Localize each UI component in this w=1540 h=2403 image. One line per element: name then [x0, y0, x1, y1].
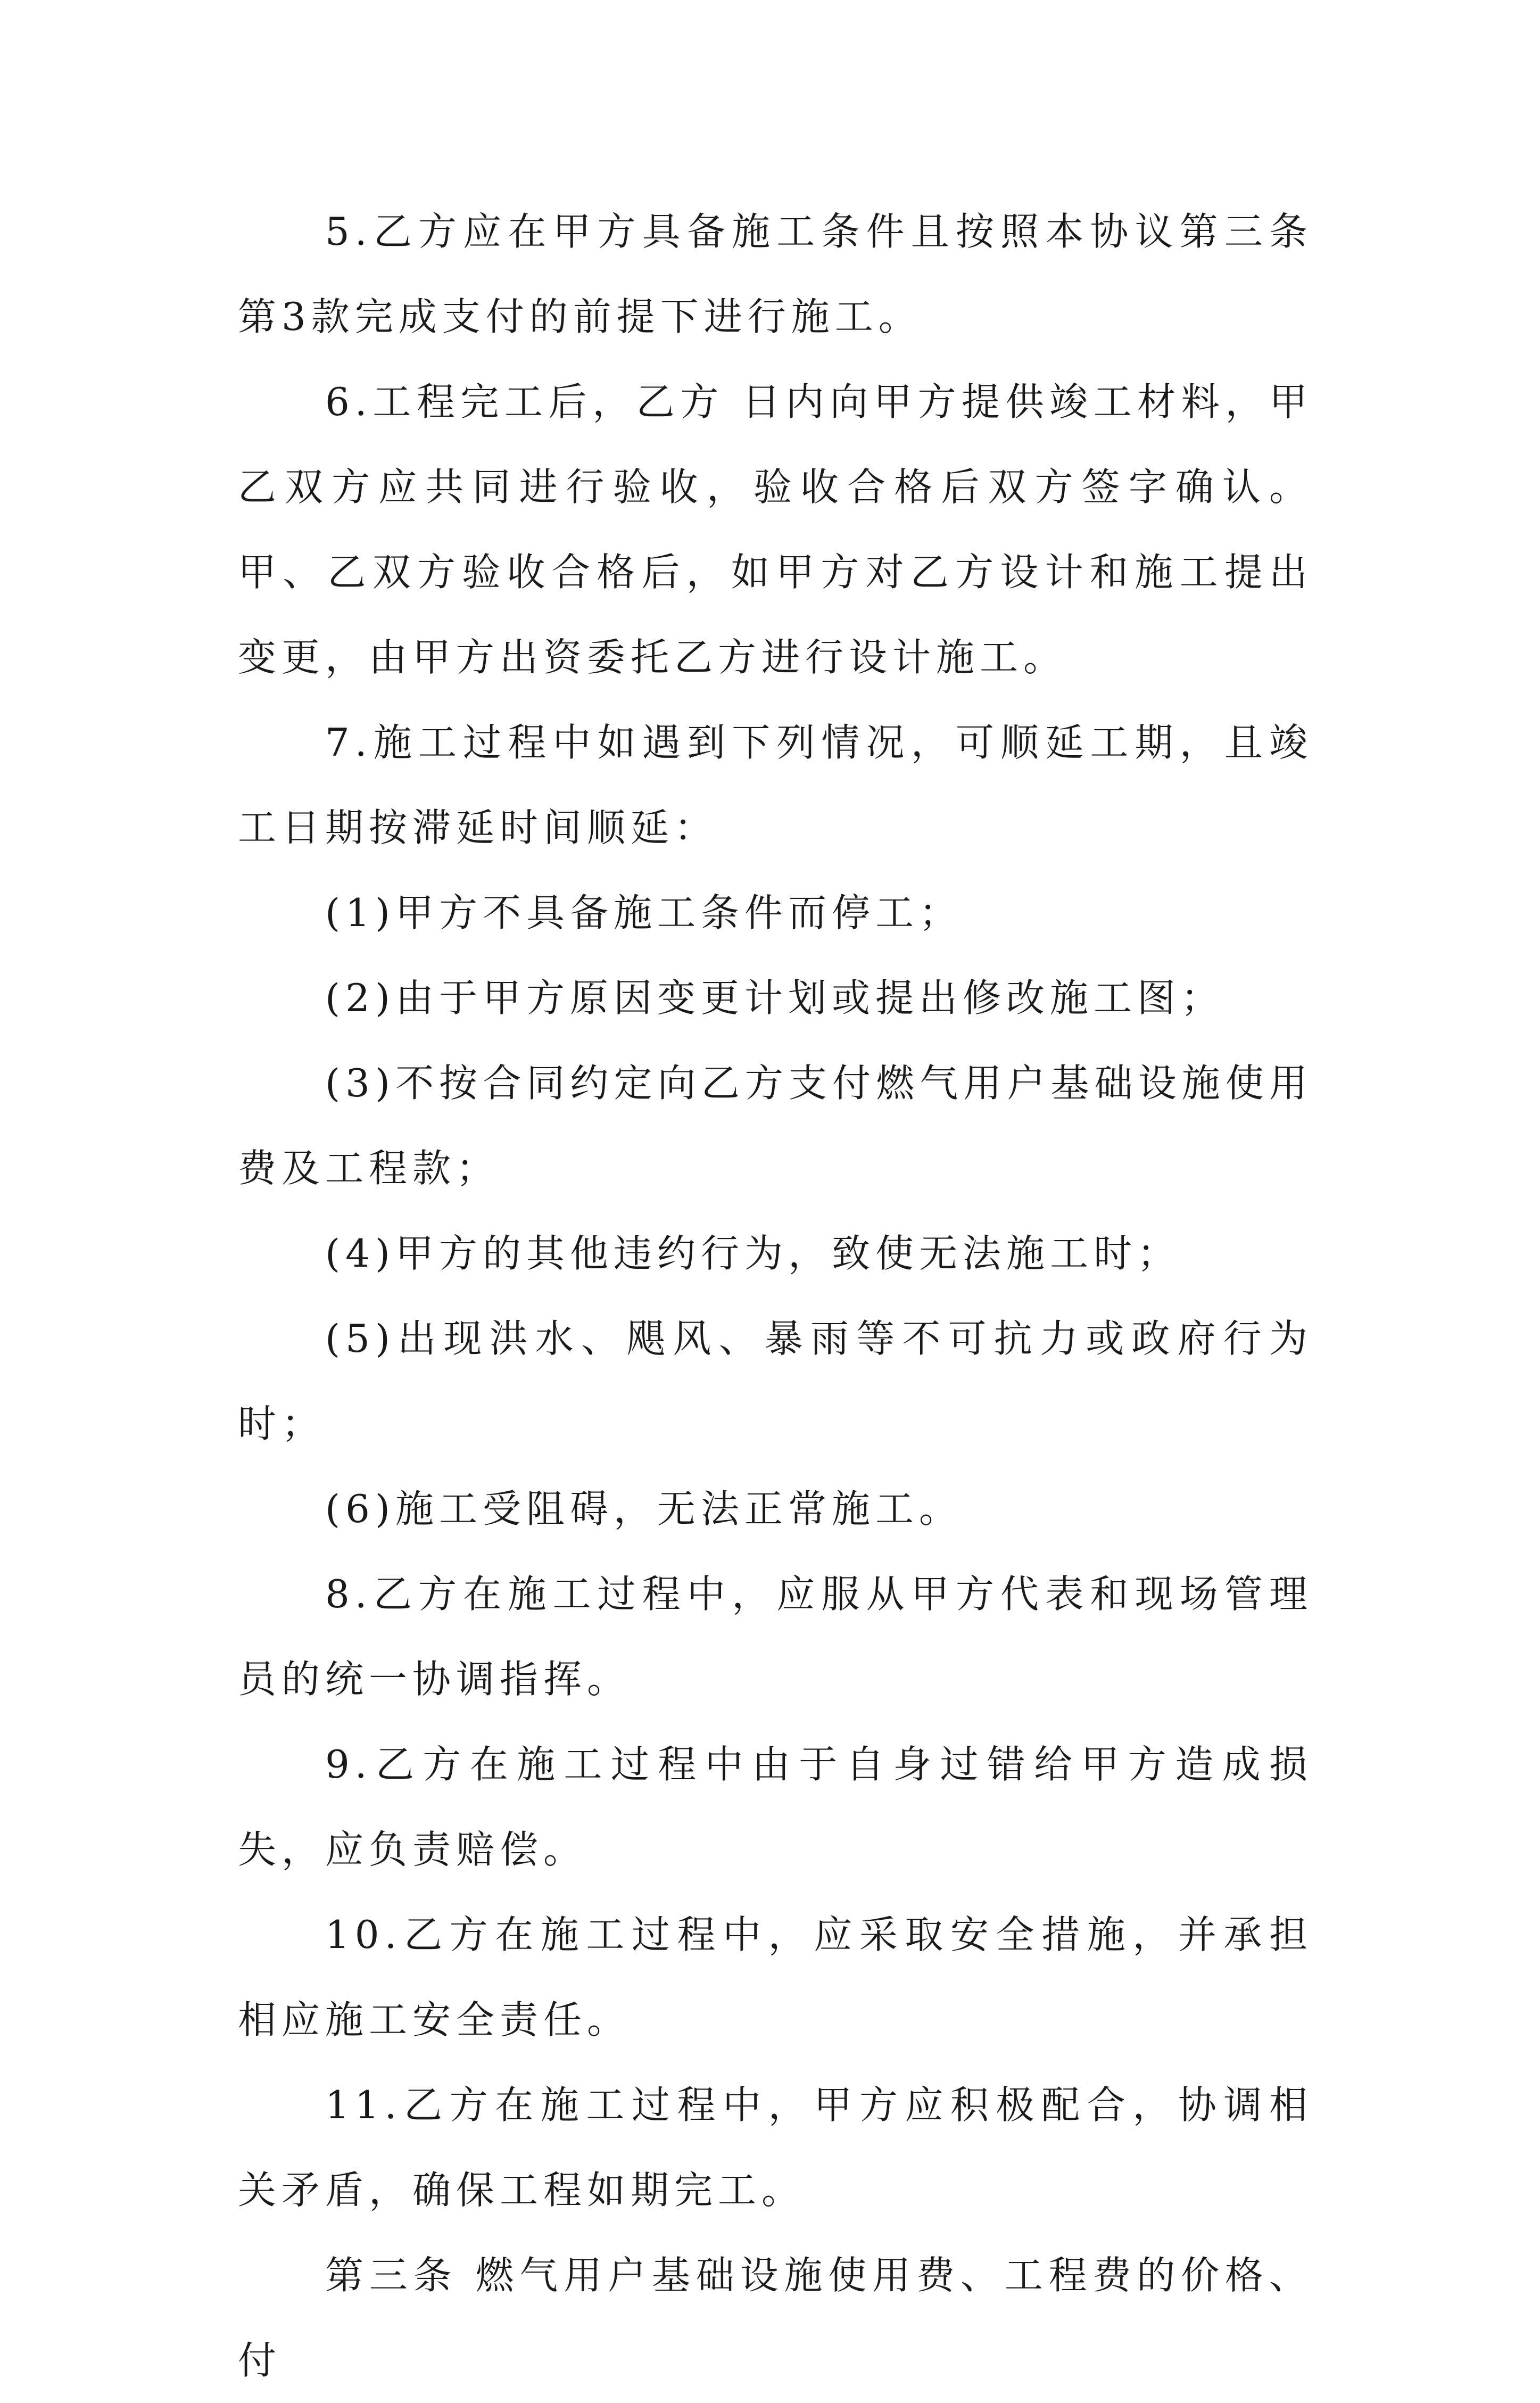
clause-7-paragraph: 7.施工过程中如遇到下列情况，可顺延工期，且竣工日期按滞延时间顺延：	[238, 720, 1313, 850]
clause-7-item-2: (2)由于甲方原因变更计划或提出修改施工图；	[325, 976, 1224, 1020]
document-body	[238, 189, 1313, 2403]
clause-11-paragraph: 11.乙方在施工过程中，甲方应积极配合，协调相关矛盾，确保工程如期完工。	[238, 2083, 1313, 2212]
clause-7-item-6: (6)施工受阻碍，无法正常施工。	[325, 1487, 963, 1531]
clause-9-paragraph: 9.乙方在施工过程中由于自身过错给甲方造成损失，应负责赔偿。	[238, 1742, 1313, 1872]
clause-6-paragraph: 6.工程完工后，乙方 日内向甲方提供竣工材料，甲乙双方应共同进行验收，验收合格后双方签字确认。甲、乙双方验收合格后，如甲方对乙方设计和施工提出变更，由甲方出资委托乙方进行设计施工。	[238, 379, 1313, 680]
clause-5-paragraph: 5.乙方应在甲方具备施工条件且按照本协议第三条第3款完成支付的前提下进行施工。	[238, 209, 1313, 339]
clause-8-paragraph: 8.乙方在施工过程中，应服从甲方代表和现场管理员的统一协调指挥。	[238, 1572, 1313, 1702]
article-3-heading: 第三条 燃气用户基础设施使用费、工程费的价格、付	[238, 2253, 1313, 2383]
clause-7-item-3: (3)不按合同约定向乙方支付燃气用户基础设施使用费及工程款；	[238, 1061, 1313, 1191]
clause-7-item-4: (4)甲方的其他违约行为，致使无法施工时；	[325, 1231, 1181, 1276]
clause-7-item-5: (5)出现洪水、飓风、暴雨等不可抗力或政府行为时；	[238, 1316, 1313, 1446]
clause-7-item-1: (1)甲方不具备施工条件而停工；	[325, 890, 963, 935]
clause-10-paragraph: 10.乙方在施工过程中，应采取安全措施，并承担相应施工安全责任。	[238, 1912, 1313, 2042]
